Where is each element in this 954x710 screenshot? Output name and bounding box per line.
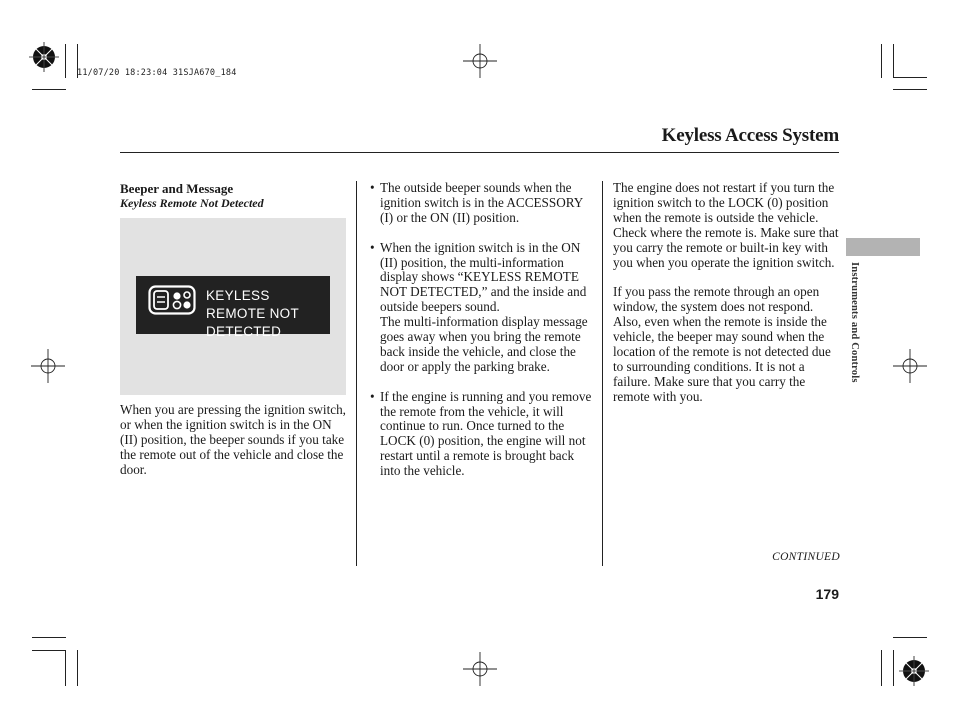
column-3-paragraph: The engine does not restart if you turn the ignition switch to the LOCK (0) position when the remote is outside the vehicle. Check where the remote is. Make sure that you carry the remote or built-in key with you when you operate the ignition switch. (613, 180, 839, 270)
crop-mark (77, 650, 78, 686)
crosshair-mark-icon (31, 349, 65, 383)
column-3 (613, 181, 841, 405)
display-illustration (120, 218, 346, 395)
crop-mark (893, 77, 927, 78)
list-item-text: When the ignition switch is in the ON (II) position, the multi-information display shows “KEYLESS REMOTE NOT DETECTED,” and the inside and outside beepers sound. (380, 239, 587, 315)
section-heading: Beeper and Message (120, 181, 234, 196)
list-item (370, 241, 595, 375)
crop-mark (881, 650, 882, 686)
keyless-remote-icon (148, 285, 196, 315)
registration-target-icon (29, 42, 59, 72)
list-item-text: If the engine is running and you remove the remote from the vehicle, it will continue to run. Once turned to the LOCK (0) position, the engine will not restart until a remote is brought back into the vehicle. (380, 388, 592, 479)
crop-mark (65, 650, 66, 686)
section-subheading: Keyless Remote Not Detected (120, 196, 264, 210)
list-item (370, 181, 595, 226)
column-1-paragraph: When you are pressing the ignition switch, or when the ignition switch is in the ON (II) position, the beeper sounds if you take the remote out of the vehicle and close the door. (120, 402, 346, 477)
crop-mark (893, 89, 927, 90)
column-1 (120, 181, 348, 210)
crop-mark (893, 44, 894, 78)
print-timestamp: 11/07/20 18:23:04 31SJA670_184 (77, 68, 237, 78)
crop-mark (881, 44, 882, 78)
crosshair-mark-icon (893, 349, 927, 383)
column-divider (602, 181, 603, 566)
column-divider (356, 181, 357, 566)
crop-mark (893, 637, 927, 638)
registration-target-icon (899, 656, 929, 686)
bullet-icon: • (370, 388, 375, 404)
crop-mark (65, 44, 66, 78)
list-item-text: The outside beeper sounds when the ignition switch is in the ACCESSORY (I) or the ON (II) position. (380, 180, 583, 225)
crop-mark (32, 650, 66, 651)
header-divider (120, 152, 839, 153)
column-2 (370, 181, 595, 494)
crop-mark (893, 650, 894, 686)
crop-mark (32, 89, 66, 90)
page-title: Keyless Access System (661, 125, 839, 146)
bullet-icon: • (370, 239, 375, 255)
multi-information-display (136, 276, 330, 339)
crosshair-mark-icon (463, 44, 497, 78)
crop-mark (32, 637, 66, 638)
section-tab (846, 238, 920, 256)
column-3-paragraph: If you pass the remote through an open window, the system does not respond. Also, even when the remote is inside the vehicle, the beeper may sound when the location of the remote is not detected due to surrounding conditions. It is not a failure. Make sure that you carry the remote with you. (613, 284, 831, 404)
continued-label: CONTINUED (772, 551, 840, 563)
crosshair-mark-icon (463, 652, 497, 686)
page-number: 179 (815, 586, 839, 602)
display-message: KEYLESS REMOTE NOT DETECTED (206, 288, 299, 339)
bullet-icon: • (370, 180, 375, 195)
list-item-continuation: The multi-information display message goes away when you bring the remote back inside the vehicle, and close the door or apply the parking brake. (380, 314, 588, 374)
section-tab-label: Instruments and Controls (849, 262, 860, 383)
list-item (370, 390, 595, 479)
